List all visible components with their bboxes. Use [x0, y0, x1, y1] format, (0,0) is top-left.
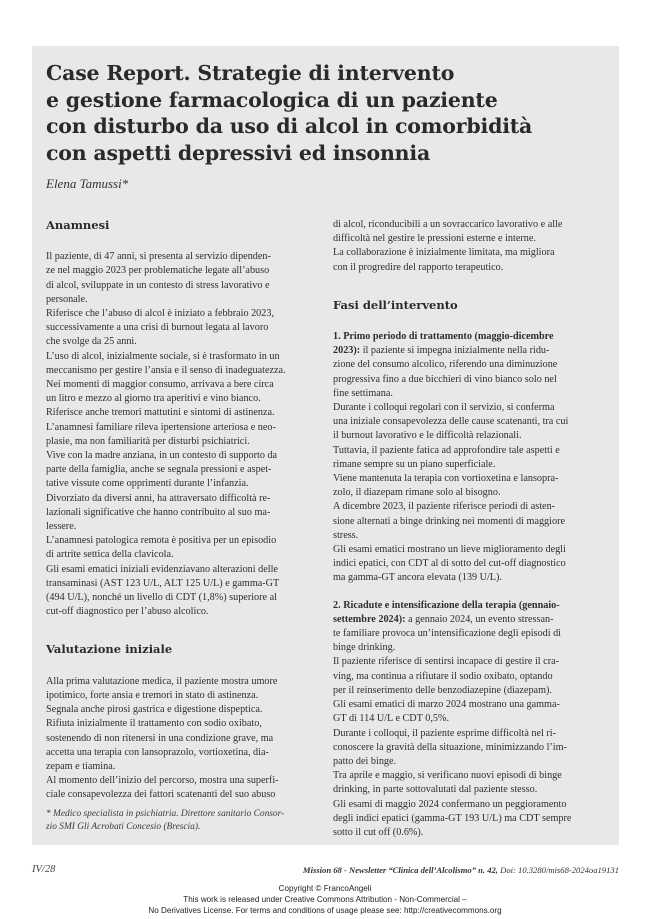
text-line: Durante i colloqui regolari con il servizio, si conferma: [333, 402, 555, 414]
text-line: per il reinserimento delle benzodiazepine (diazepam).: [333, 684, 552, 696]
text-line: transaminasi (AST 123 U/L, ALT 125 U/L) e gamma-GT: [46, 577, 280, 589]
text-line: drinking, in parte sottovalutati dal paziente stesso.: [333, 784, 538, 796]
text-line: di alcol, sviluppate in un contesto di stress lavorativo e: [46, 279, 270, 291]
footnote-line: * Medico specialista in psichiatria. Direttore sanitario Consor-: [46, 809, 285, 819]
phase-1-text: il paziente si impegna inizialmente nella ridu-: [360, 345, 550, 357]
text-line: Viene mantenuta la terapia con vortioxetina e lansopra-: [333, 473, 559, 485]
phase-1-body: [333, 358, 605, 585]
article-title: [46, 60, 606, 166]
footnote: [46, 808, 318, 834]
text-line: fine settimana.: [333, 387, 393, 399]
phase-2-heading: settembre 2024):: [333, 613, 406, 625]
text-line: conoscere la gravità della situazione, minimizzando l’im-: [333, 741, 567, 753]
text-line: il burnout lavorativo e le difficoltà relazionali.: [333, 430, 522, 442]
text-line: lazionali significative che hanno contribuito al suo ma-: [46, 506, 271, 518]
phase-2: [333, 599, 605, 840]
text-line: stress.: [333, 529, 359, 541]
text-line: Riferisce anche tremori mattutini e sintomi di astinenza.: [46, 407, 275, 419]
text-line: con il progredire del rapporto terapeutico.: [333, 261, 504, 273]
text-line: ipotimico, forte ansia e tremori in stato di astinenza.: [46, 689, 259, 701]
text-line: una iniziale consapevolezza delle cause scatenanti, tra cui: [333, 416, 569, 428]
text-line: Gli esami ematici di marzo 2024 mostrano una gamma-: [333, 699, 560, 711]
title-line: e gestione farmacologica di un paziente: [46, 87, 498, 112]
text-line: Tra aprile e maggio, si verificano nuovi episodi di binge: [333, 770, 562, 782]
text-line: Vive con la madre anziana, in un contesto di supporto da: [46, 450, 278, 462]
text-line: progressiva fino a due bicchieri di vino bianco solo nel: [333, 373, 557, 385]
section-heading-anamnesi: Anamnesi: [46, 218, 110, 232]
doi: Doi: 10.3280/mis68-2024oa19131: [497, 865, 619, 875]
phase-1-heading: 1. Primo periodo di trattamento (maggio-dicembre: [333, 331, 554, 343]
section-body-anamnesi: [46, 250, 318, 619]
text-line: ving, ma continua a rifiutare il sodio oxibato, optando: [333, 670, 553, 682]
title-line: con aspetti depressivi ed insonnia: [46, 140, 431, 165]
title-line: con disturbo da uso di alcol in comorbidità: [46, 114, 533, 138]
text-line: ciale consapevolezza dei fattori scatenanti del suo abuso: [46, 789, 276, 801]
text-line: accetta una terapia con lansoprazolo, vortioxetina, dia-: [46, 746, 269, 758]
text-line: degli indici epatici (gamma-GT 193 U/L) ma CDT sempre: [333, 812, 572, 824]
text-line: sione alternati a binge drinking nei momenti di maggiore: [333, 515, 565, 527]
phase-2-body: [333, 627, 605, 840]
text-line: (494 U/L), nonché un livello di CDT (1,8%) superiore al: [46, 592, 277, 604]
text-line: cut-off diagnostico per l’abuso alcolico.: [46, 606, 209, 618]
author-name: Elena Tamussi*: [46, 176, 129, 191]
text-line: L’anamnesi patologica remota è positiva per un episodio: [46, 535, 277, 547]
section-heading-fasi: Fasi dell’intervento: [333, 297, 458, 312]
text-line: ma gamma-GT ancora elevata (139 U/L).: [333, 572, 502, 584]
text-line: L’anamnesi familiare rileva ipertensione arteriosa e neo-: [46, 421, 276, 433]
text-line: sostenendo di non ritenersi in una condizione grave, ma: [46, 732, 274, 744]
text-line: Gli esami ematici iniziali evidenziavano alterazioni delle: [46, 563, 278, 575]
text-line: L’uso di alcol, inizialmente sociale, si è trasformato in un: [46, 350, 280, 362]
text-line: indici epatici, con CDT al di sotto del cut-off diagnostico: [333, 558, 566, 570]
text-line: lessere.: [46, 521, 77, 533]
phase-2-heading: 2. Ricadute e intensificazione della terapia (gennaio-: [333, 599, 560, 611]
text-line: Segnala anche pirosi gastrica e digestione dispeptica.: [46, 704, 263, 716]
license-notice: [0, 883, 650, 917]
page-number: IV/28: [32, 864, 56, 875]
text-line: Gli esami di maggio 2024 confermano un peggioramento: [333, 798, 567, 810]
text-line: Il paziente, di 47 anni, si presenta al servizio dipenden-: [46, 251, 271, 263]
text-line: che svolge da 25 anni.: [46, 336, 137, 348]
text-line: Riferisce che l’abuso di alcol è iniziato a febbraio 2023,: [46, 308, 275, 320]
text-line: Rifiuta inizialmente il trattamento con sodio oxibato,: [46, 718, 262, 730]
text-line: GT di 114 U/L e CDT 0,5%.: [333, 713, 450, 725]
text-line: patto dei binge.: [333, 755, 397, 767]
text-line: Durante i colloqui, il paziente esprime difficoltà nel ri-: [333, 727, 557, 739]
text-line: Alla prima valutazione medica, il paziente mostra umore: [46, 675, 278, 687]
text-line: binge drinking.: [333, 642, 396, 654]
text-line: Gli esami ematici mostrano un lieve miglioramento degli: [333, 544, 566, 556]
text-line: plasie, ma non familiarità per disturbi psichiatrici.: [46, 435, 250, 447]
text-line: meccanismo per gestire l’ansia e il senso di inadeguatezza.: [46, 364, 286, 376]
title-line: Case Report. Strategie di intervento: [46, 61, 455, 85]
text-line: zepam e tiamina.: [46, 760, 116, 772]
text-line: di alcol, riconducibili a un sovraccarico lavorativo e alle: [333, 219, 563, 230]
copyright-line: Copyright © FrancoAngeli: [278, 884, 372, 893]
footnote-line: zio SMI Gli Acrobati Concesio (Brescia).: [46, 822, 201, 832]
text-line: La collaborazione è inizialmente limitata, ma migliora: [333, 247, 555, 259]
text-line: zione del consumo alcolico, riferendo una diminuzione: [333, 359, 558, 371]
section-heading-valutazione: Valutazione iniziale: [46, 642, 173, 657]
right-column: [333, 218, 605, 840]
journal-name: Mission 68 - Newsletter “Clinica dell’Alcolismo” n. 42,: [302, 865, 498, 875]
text-line: Tuttavia, il paziente fatica ad approfondire tale aspetti e: [333, 444, 560, 456]
text-line: un litro e mezzo al giorno tra aperitivi e vino bianco.: [46, 393, 261, 405]
text-line: personale.: [46, 293, 88, 305]
phase-1: [333, 330, 605, 586]
license-line: This work is released under Creative Commons Attribution - Non-Commercial –: [183, 895, 467, 905]
text-line: Il paziente riferisce di sentirsi incapace di gestire il cra-: [333, 656, 559, 668]
text-line: A dicembre 2023, il paziente riferisce periodi di asten-: [333, 501, 556, 513]
text-line: difficoltà nel gestire le pressioni esterne e interne.: [333, 233, 536, 245]
text-line: tative vissute come oppriment​i durante l’infanzia.: [46, 478, 249, 490]
text-line: sotto il cut off (0.6%).: [333, 826, 424, 838]
text-line: te familiare provoca un’intensificazione degli episodi di: [333, 628, 562, 640]
text-line: zolo, il diazepam rimane solo al bisogno.: [333, 487, 501, 499]
text-line: successivamente a una crisi di burnout legata al lavoro: [46, 322, 269, 334]
text-line: Divorziato da diversi anni, ha attraversato difficoltà re-: [46, 492, 271, 504]
phase-1-heading: 2023):: [333, 345, 361, 357]
text-line: di artrite settica della clavicola.: [46, 549, 174, 561]
text-line: ze nel maggio 2023 per problematiche legate all’abuso: [46, 265, 270, 277]
section-body-valutazione: [46, 675, 318, 803]
journal-citation: [303, 865, 619, 875]
text-line: Nei momenti di maggior consumo, arrivava a bere circa: [46, 379, 274, 391]
license-line: No Derivatives License. For terms and conditions of usage please see: http://creativecommons.org: [148, 906, 502, 916]
text-line: rimane sempre su un piano superficiale.: [333, 458, 496, 470]
text-line: Al momento dell’inizio del percorso, mostra una superfi-: [46, 775, 279, 787]
section-body-continuation: [333, 218, 605, 275]
left-column: [46, 218, 318, 803]
phase-2-text: a gennaio 2024, un evento stressan-: [405, 613, 554, 625]
text-line: parte della famiglia, anche se segnala pressioni e aspet-: [46, 464, 272, 476]
